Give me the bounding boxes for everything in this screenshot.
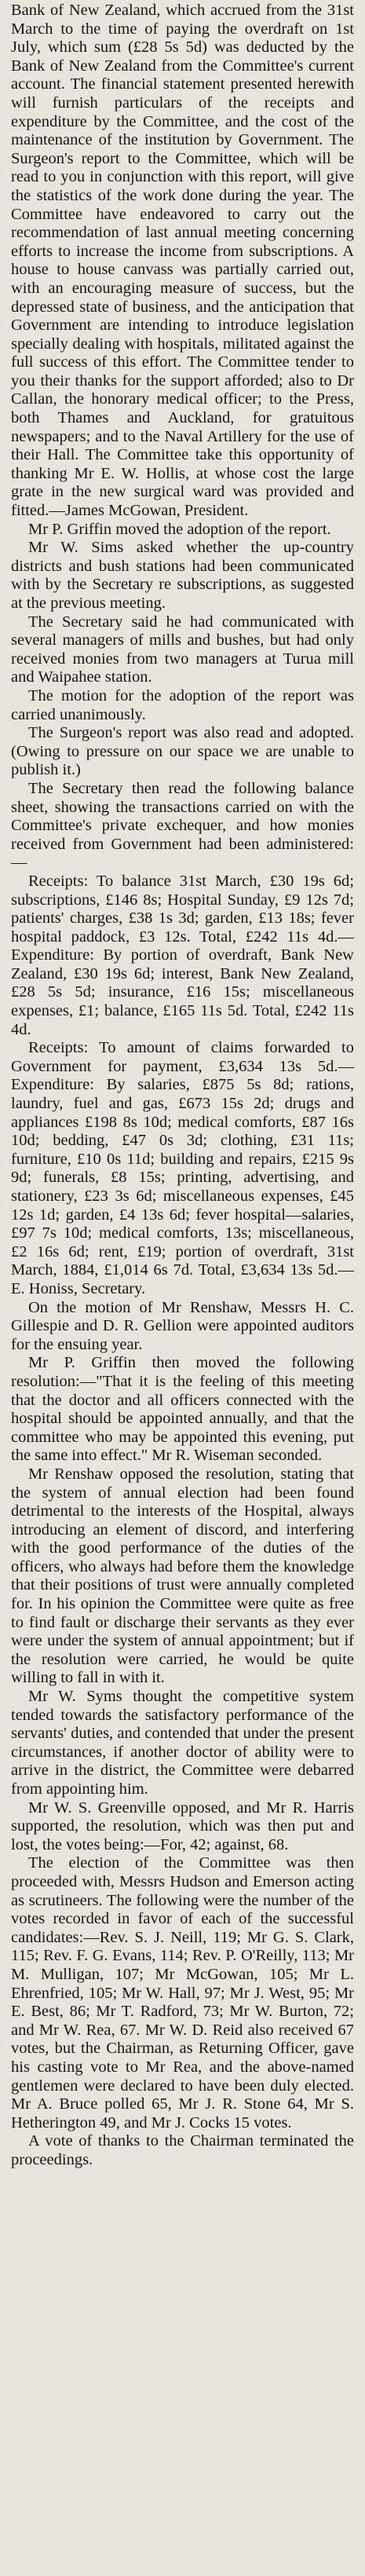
committee-report-conclusion: Bank of New Zealand, which accrued from the 31st March to the time of paying the overdraft on 1st July, which sum (£28 5s 5d) was deducted by the Bank of New Zealand from the Committee's current account. The financial statement presented herewith will furnish particulars of the receipts and expenditure by the Committee, and the cost of the maintenance of the institution by Government. The Surgeon's report to the Committee, which will be read to you in conjunction with this report, will give the statistics of the work done during the year. The Committee have endeavored to carry out the recommendation of last annual meeting concerning efforts to increase the income from subscriptions. A house to house canvass was partially carried out, with an encouraging measure of success, but the depressed state of business, and the anticipation that Government are intending to introduce legislation specially dealing with hospitals, militated against the full success of this effort. The Committee tender to you their thanks for the support afforded; also to Dr Callan, the honorary medical officer; to the Press, both Thames and Auckland, for gratuitous newspapers; and to the Naval Artillery for the use of their Hall. The Committee take this opportunity of thanking Mr E. W. Hollis, at whose cost the large grate in the new surgical ward was provided and fitted.—James McGowan, President. xyxy=(11,2,354,520)
auditors-appointment: On the motion of Mr Renshaw, Messrs H. C. Gillespie and D. R. Gellion were appointed auditors for the ensuing year. xyxy=(11,1298,354,1353)
government-account-receipts-expenditure: Receipts: To amount of claims forwarded to Government for payment, £3,634 13s 5d.—Expenditure: By salaries, £875 5s 8d; rations, laundry, fuel and gas, £673 15s 2d; drugs and appliances £198 8s 10d; medical comforts, £87 16s 10d; bedding, £47 0s 3d; clothing, £31 11s; furniture, £10 0s 11d; building and repairs, £215 9s 9d; funerals, £8 15s; printing, advertising, and stationery, £23 3s 6d; miscellaneous expenses, £45 12s 1d; garden, £4 13s 6d; fever hospital—salaries, £97 7s 10d; medical comforts, 13s; miscellaneous, £2 16s 6d; rent, £19; portion of overdraft, 31st March, 1884, £1,014 6s 7d. Total, £3,634 13s 5d.—E. Honiss, Secretary. xyxy=(11,1039,354,1297)
resolution-vote-result: Mr W. S. Greenville opposed, and Mr R. Harris supported, the resolution, which was then put and lost, the votes being:—For, 42; against, 68. xyxy=(11,1798,354,1853)
syms-view: Mr W. Syms thought the competitive system tended towards the satisfactory performance of the servants' duties, and contended that under the present circumstances, if another doctor of ability were to arrive in the district, the Committee were debarred from appointing him. xyxy=(11,1688,354,1798)
renshaw-opposition: Mr Renshaw opposed the resolution, stating that the system of annual election had been found detrimental to the interests of the Hospital, always introducing an element of discord, and interfering with the good performance of the duties of the officers, who always had before them the knowledge that their positions of trust were annually completed for. In his opinion the Committee were quite as free to find fault or discharge their servants as they ever were under the system of annual appointment; but if the resolution were carried, he would be quite willing to fall in with it. xyxy=(11,1465,354,1687)
surgeons-report-note: The Surgeon's report was also read and adopted. (Owing to pressure on our space we are unable to publish it.) xyxy=(11,724,354,779)
motion-carried: The motion for the adoption of the report was carried unanimously. xyxy=(11,686,354,723)
question-up-country-subscriptions: Mr W. Sims asked whether the up-country districts and bush stations had been communicated with by the Secretary re subscriptions, as suggested at the previous meeting. xyxy=(11,539,354,612)
secretary-reply: The Secretary said he had communicated with several managers of mills and bushes, but had only received monies from two managers at Turua mill and Waipahee station. xyxy=(11,613,354,686)
balance-sheet-intro: The Secretary then read the following balance sheet, showing the transactions carried on with the Committee's private exchequer, and how monies received from Government had been administered:— xyxy=(11,779,354,872)
private-account-receipts-expenditure: Receipts: To balance 31st March, £30 19s 6d; subscriptions, £146 8s; Hospital Sunday, £9 12s 7d; patients' charges, £38 1s 3d; garden, £13 18s; fever hospital paddock, £3 12s. Total, £242 11s 4d.—Expenditure: By portion of overdraft, Bank New Zealand, £30 19s 6d; interest, Bank New Zealand, £28 5s 5d; insurance, £16 15s; miscellaneous expenses, £1; balance, £165 11s 5d. Total, £242 11s 4d. xyxy=(11,872,354,1038)
motion-adopt-report: Mr P. Griffin moved the adoption of the report. xyxy=(28,520,331,538)
committee-election-results: The election of the Committee was then proceeded with, Messrs Hudson and Emerson acting as scrutineers. The following were the number of the votes recorded in favor of each of the successful candidates:—Rev. S. J. Neill, 119; Mr G. S. Clark, 115; Rev. F. G. Evans, 114; Rev. P. O'Reilly, 113; Mr M. Mulligan, 107; Mr McGowan, 105; Mr L. Ehrenfried, 105; Mr W. Hall, 97; Mr J. West, 95; Mr E. Best, 86; Mr T. Radford, 73; Mr W. Burton, 72; and Mr W. Rea, 67. Mr W. D. Reid also received 67 votes, but the Chairman, as Returning Officer, gave his casting vote to Mr Rea, and the above-named gentlemen were declared to have been duly elected. Mr A. Bruce polled 65, Mr J. R. Stone 64, Mr S. Hetherington 49, and Mr J. Cocks 15 votes. xyxy=(11,1854,354,2131)
vote-of-thanks: A vote of thanks to the Chairman terminated the proceedings. xyxy=(11,2132,354,2168)
annual-appointment-resolution: Mr P. Griffin then moved the following resolution:—"That it is the feeling of this meeting that the doctor and all officers connected with the hospital should be appointed annually, and that the committee who may be appointed this evening, put the same into effect." Mr R. Wiseman seconded. xyxy=(11,1354,354,1465)
